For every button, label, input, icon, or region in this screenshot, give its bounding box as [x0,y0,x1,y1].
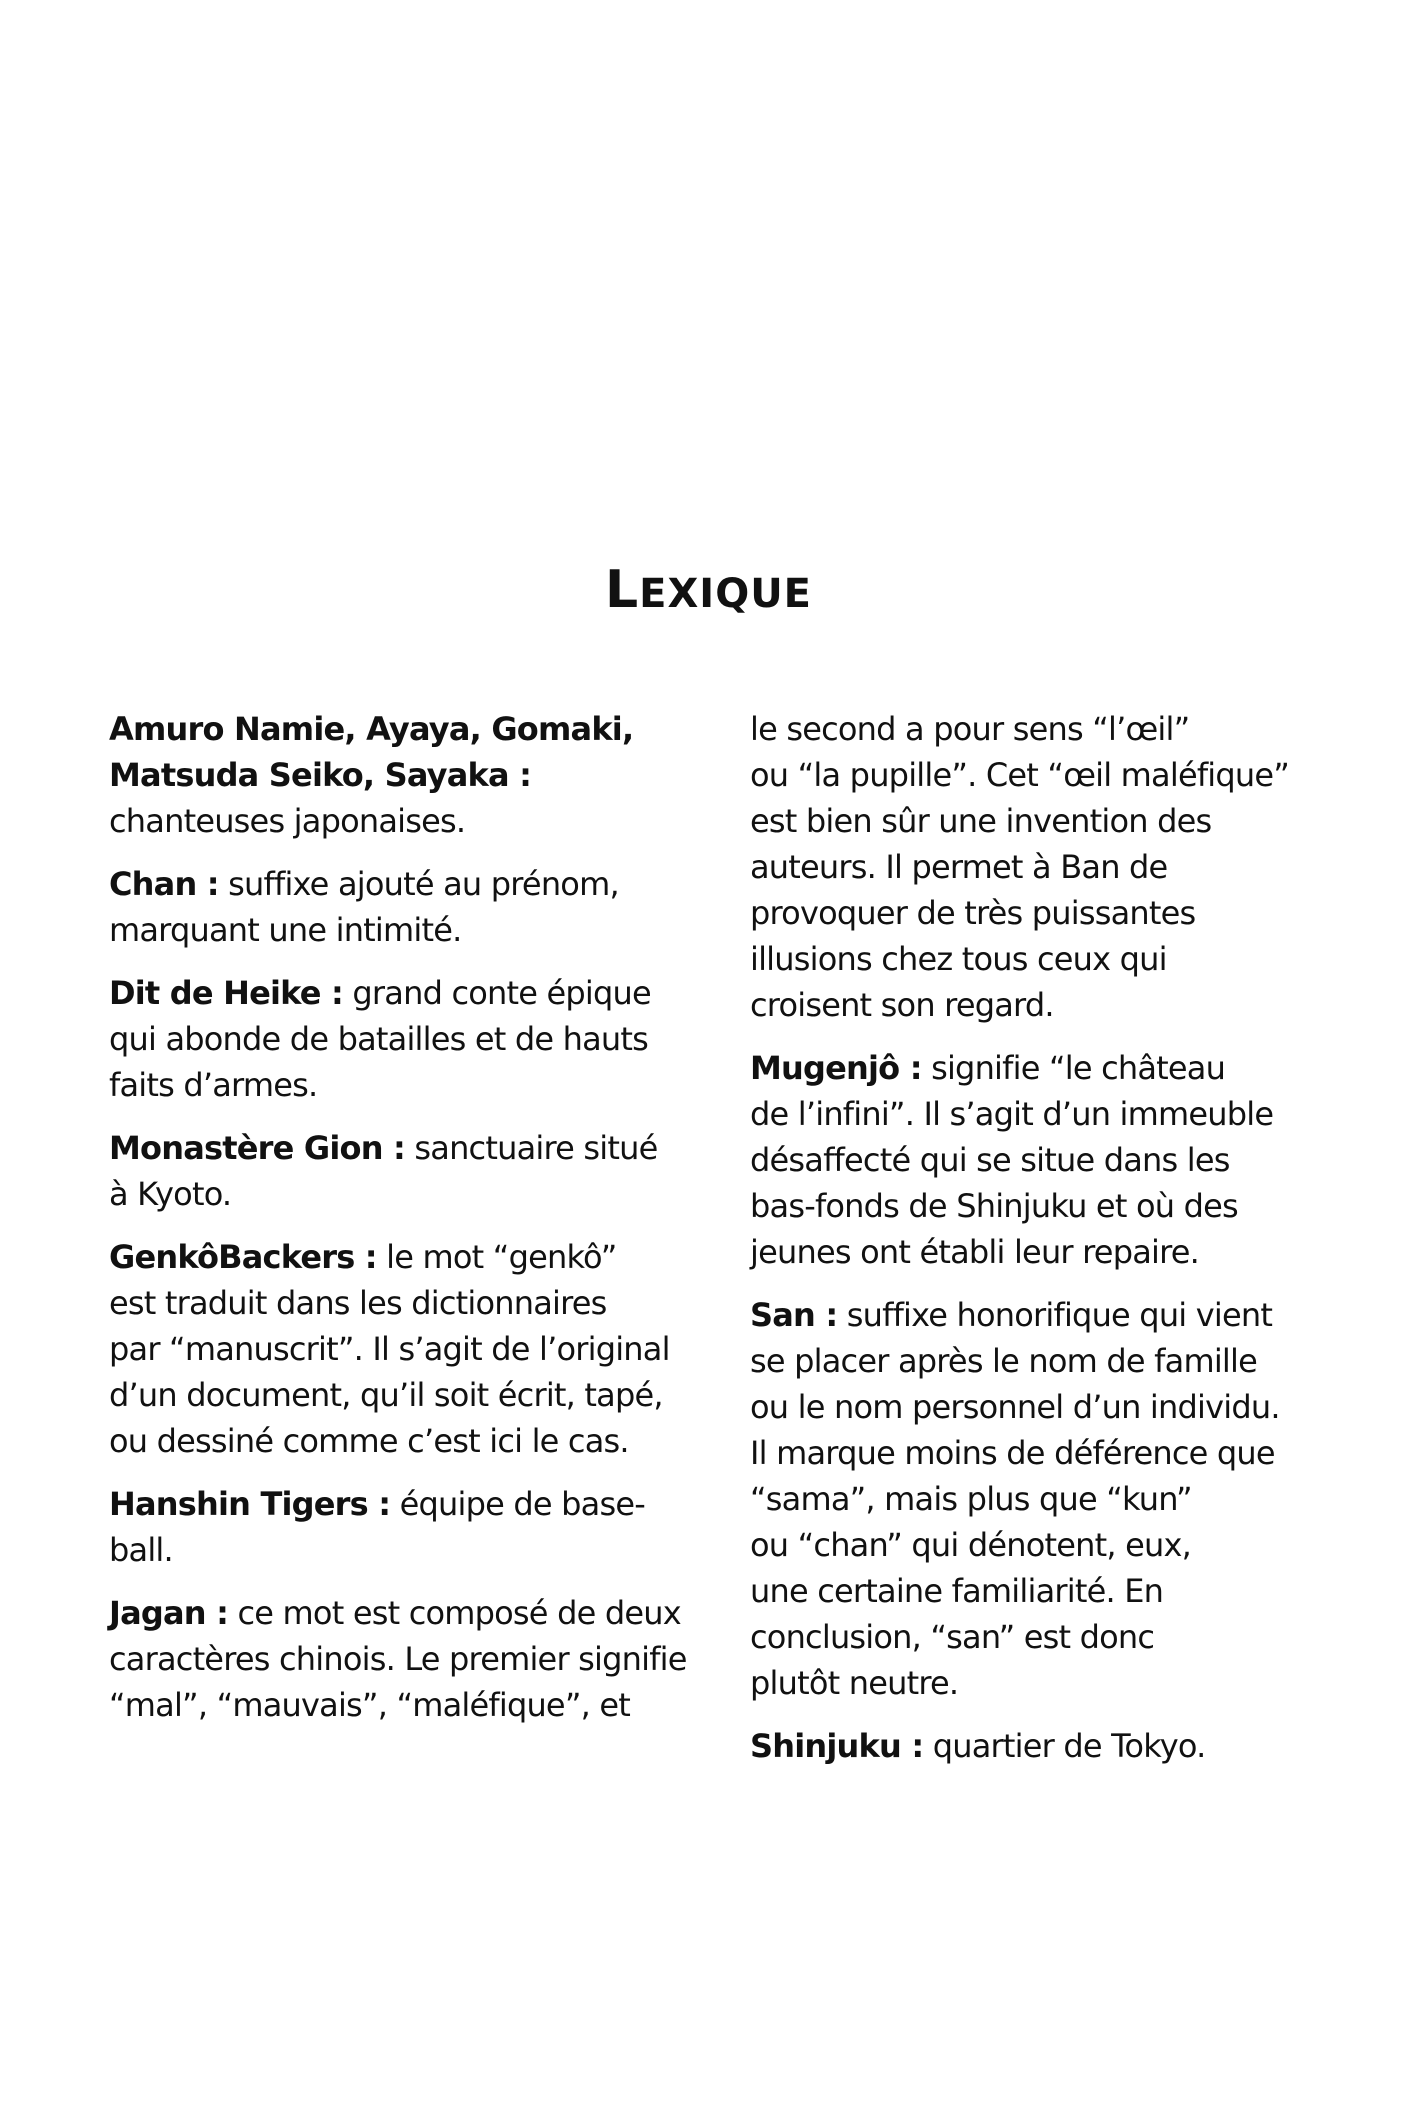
entry-line [109,1527,709,1573]
glossary-entry [109,861,709,953]
glossary-definition: grand conte épique [343,974,651,1012]
glossary-term: Monastère Gion : [109,1129,406,1167]
entry-line [750,844,1330,890]
glossary-definition: se placer après le nom de famille [750,1342,1257,1380]
glossary-term: Amuro Namie, Ayaya, Gomaki, [109,710,634,748]
glossary-definition: faits d’armes. [109,1066,318,1104]
glossary-term: San : [750,1296,838,1334]
glossary-term: Hanshin Tigers : [109,1485,391,1523]
glossary-definition: caractères chinois. Le premier signifie [109,1640,687,1678]
glossary-definition: croisent son regard. [750,986,1054,1024]
glossary-definition: “sama”, mais plus que “kun” [750,1480,1192,1518]
entry-line [750,936,1330,982]
glossary-definition: sanctuaire situé [405,1129,658,1167]
glossary-term: Chan : [109,865,219,903]
glossary-definition: ou “la pupille”. Cet “œil maléfique” [750,756,1290,794]
entry-line [109,1636,709,1682]
entry-line [750,890,1330,936]
glossary-definition: quartier de Tokyo. [923,1727,1206,1765]
glossary-term: Mugenjô : [750,1049,922,1087]
entry-line [750,1137,1330,1183]
entry-line [109,907,709,953]
entry-line [750,1183,1330,1229]
entry-line [109,1280,709,1326]
glossary-definition: par “manuscrit”. Il s’agit de l’original [109,1330,670,1368]
glossary-definition: illusions chez tous ceux qui [750,940,1167,978]
glossary-entry [109,1125,709,1217]
glossary-entry [750,1723,1330,1769]
entry-line [109,861,709,907]
entry-line [750,1091,1330,1137]
glossary-definition: d’un document, qu’il soit écrit, tapé, [109,1376,663,1414]
page-title-initial: L [605,560,640,620]
entry-line [109,1171,709,1217]
entry-line [109,1418,709,1464]
glossary-term: Jagan : [109,1594,229,1632]
glossary-entry [750,706,1330,1028]
entry-line [750,1229,1330,1275]
entry-line [750,982,1330,1028]
glossary-definition: à Kyoto. [109,1175,232,1213]
entry-line [750,752,1330,798]
glossary-definition: suffixe honorifique qui vient [837,1296,1273,1334]
entry-line [750,1045,1330,1091]
entry-line [109,1682,709,1728]
glossary-definition: marquant une intimité. [109,911,462,949]
glossary-entry [109,706,709,844]
glossary-definition: est bien sûr une invention des [750,802,1212,840]
entry-line [109,798,709,844]
glossary-definition: équipe de base- [390,1485,645,1523]
glossary-definition: plutôt neutre. [750,1664,959,1702]
entry-line [750,1522,1330,1568]
entry-line [109,1016,709,1062]
glossary-definition: ce mot est composé de deux [228,1594,681,1632]
glossary-definition: auteurs. Il permet à Ban de [750,848,1168,886]
entry-line [109,1326,709,1372]
glossary-definition: le second a pour sens “l’œil” [750,710,1190,748]
glossary-term: GenkôBackers : [109,1238,377,1276]
entry-line [750,798,1330,844]
glossary-entry [109,1234,709,1464]
entry-line [109,1590,709,1636]
glossary-left-column [109,706,709,1745]
glossary-definition: conclusion, “san” est donc [750,1618,1155,1656]
glossary-definition: le mot “genkô” [376,1238,617,1276]
glossary-definition: suffixe ajouté au prénom, [218,865,619,903]
glossary-definition: est traduit dans les dictionnaires [109,1284,607,1322]
entry-line [750,1614,1330,1660]
glossary-definition: ou dessiné comme c’est ici le cas. [109,1422,629,1460]
entry-line [750,1292,1330,1338]
entry-line [109,752,709,798]
glossary-definition: ball. [109,1531,173,1569]
glossary-entry [750,1292,1330,1706]
entry-line [750,1476,1330,1522]
glossary-definition: provoquer de très puissantes [750,894,1196,932]
glossary-entry [750,1045,1330,1275]
entry-line [750,1723,1330,1769]
glossary-definition: de l’infini”. Il s’agit d’un immeuble [750,1095,1274,1133]
glossary-definition: Il marque moins de déférence que [750,1434,1275,1472]
glossary-definition: signifie “le château [921,1049,1226,1087]
entry-line [109,706,709,752]
glossary-term: Matsuda Seiko, Sayaka : [109,756,532,794]
entry-line [109,1062,709,1108]
entry-line [109,970,709,1016]
page-title-rest: EXIQUE [639,571,812,617]
glossary-term: Shinjuku : [750,1727,924,1765]
entry-line [109,1481,709,1527]
entry-line [750,1660,1330,1706]
glossary-entry [109,970,709,1108]
entry-line [750,1430,1330,1476]
glossary-definition: ou le nom personnel d’un individu. [750,1388,1280,1426]
glossary-definition: chanteuses japonaises. [109,802,466,840]
entry-line [109,1234,709,1280]
entry-line [750,706,1330,752]
glossary-term: Dit de Heike : [109,974,344,1012]
glossary-entry [109,1481,709,1573]
entry-line [750,1338,1330,1384]
glossary-definition: une certaine familiarité. En [750,1572,1164,1610]
glossary-definition: ou “chan” qui dénotent, eux, [750,1526,1191,1564]
glossary-right-column [750,706,1330,1786]
entry-line [750,1384,1330,1430]
entry-line [750,1568,1330,1614]
entry-line [109,1372,709,1418]
glossary-definition: qui abonde de batailles et de hauts [109,1020,649,1058]
glossary-definition: bas-fonds de Shinjuku et où des [750,1187,1238,1225]
glossary-entry [109,1590,709,1728]
page-title [0,560,1417,620]
glossary-definition: “mal”, “mauvais”, “maléfique”, et [109,1686,630,1724]
entry-line [109,1125,709,1171]
glossary-definition: jeunes ont établi leur repaire. [750,1233,1200,1271]
glossary-definition: désaffecté qui se situe dans les [750,1141,1230,1179]
